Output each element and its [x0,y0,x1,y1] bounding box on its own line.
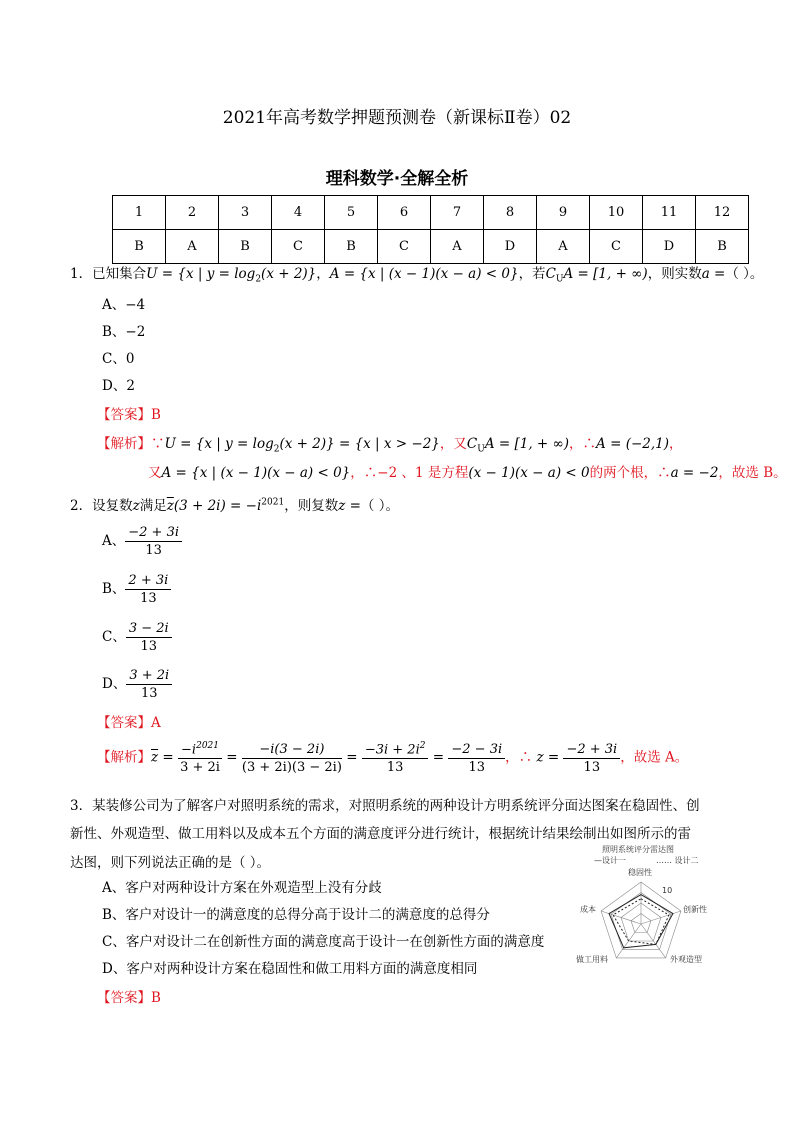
q2-blank: （ ）。 [360,498,399,514]
answer-table-number-cell: 8 [484,196,537,230]
q1-text: 已知集合 [92,266,147,282]
num-sup: 2021 [196,741,219,751]
q2-option-d [102,668,172,701]
fraction-5 [563,742,620,775]
fraction-denominator: 13 [468,759,486,775]
q2-z: z [132,498,140,514]
option-label: B、 [102,581,126,597]
answer-table-number-cell: 2 [166,196,219,230]
q3-line3: 达图，则下列说法正确的是（ ）。 [70,855,271,871]
because-symbol: ∵ [151,436,165,452]
answer-value: B [151,990,161,1006]
q1-blank: （ ）。 [725,266,764,282]
q1-a2-text1: −2 、1 是方程 [377,465,469,481]
q1-a2-comma: ， [350,465,364,481]
answer-table-number-cell: 5 [325,196,378,230]
answer-table-number-cell: 4 [272,196,325,230]
fraction-denominator: 13 [145,543,162,558]
radar-legend-2: …… 设计二 [656,856,699,865]
fraction-denominator: 3 + 2i [180,760,220,776]
q3-line2: 新性、外观造型、做工用料以及成本五个方面的满意度评分进行统计，根据统计结果绘制出如图所示的雷 [70,826,691,842]
radar-axis-label-appearance: 外观造型 [670,955,702,964]
q2-math: (3 + 2i) = −i [173,498,262,514]
q1-option-d: D、2 [102,378,135,394]
answer-table-number-cell: 7 [431,196,484,230]
fraction-denominator: 13 [386,760,404,776]
q1-complement: C [545,266,556,282]
q1-analysis-line2 [148,461,787,481]
therefore-symbol: ∴ [657,465,671,481]
analysis-label: 【解析】 [97,749,151,766]
q1-a1-result: A = (−2,1) [596,436,670,452]
fraction-numerator: 3 − 2i [126,621,172,638]
q1-a1-cu: U [477,444,485,455]
num-sup: 2 [419,741,426,751]
answer-table-number-cell: 3 [219,196,272,230]
q2-analysis-end: ，故选 A。 [620,749,689,766]
radar-legend-1: —设计一 [594,856,626,865]
fraction-numerator: −2 + 3i [125,525,182,542]
q1-sub: 2 [255,274,262,285]
q1-a2-text2: 的两个根， [589,465,658,481]
q1-sub-u: U [555,274,564,285]
fraction-numerator: −2 − 3i [448,742,505,759]
answer-table [112,195,749,264]
option-label: C、 [102,629,126,645]
q3-line1: 3．某装修公司为了解客户对照明系统的需求，对照明系统的两种设计方明系统评分面达图案在稳固性、创 [70,798,700,814]
answer-table-answer-cell: B [696,230,749,264]
answer-value: A [151,715,161,731]
q1-complement-tail: A = [1, + ∞) [563,266,648,282]
question-number: 2． [70,498,93,514]
answer-table-answer-cell: B [113,230,166,264]
option-fraction [126,668,172,701]
q1-a1-end: ， [669,436,683,452]
q1-a1-c: C [466,436,478,452]
answer-table-number-row [113,196,749,230]
radar-axis-label-stability: 稳固性 [628,868,652,877]
comma: ， [505,749,519,766]
q1-set-u: U = {x | y = log [146,266,256,282]
answer-table-answer-cell: B [219,230,272,264]
q1-a2-math3: a = −2 [670,465,719,481]
therefore-symbol: ∴ [518,749,533,766]
q1-a2-math: A = {x | (x − 1)(x − a) < 0} [161,465,351,481]
q1-a2-end: ，故选 B。 [718,465,787,481]
q1-analysis-line1 [97,432,683,455]
answer-table-answer-cell: A [537,230,590,264]
fraction-denominator: 13 [140,591,157,606]
fraction-denominator: 13 [140,686,158,701]
radar-axis-label-materials: 做工用料 [576,955,608,964]
q2-option-b [102,573,171,606]
answer-label: 【答案】 [97,990,151,1006]
q1-a-eq: a = [701,266,726,282]
q1-text3: ，则实数 [647,266,702,282]
answer-label: 【答案】 [97,715,151,731]
answer-table-answer-cell: C [378,230,431,264]
q1-text2: ，若 [518,266,546,282]
fraction-3 [362,741,429,775]
question-number: 1． [70,266,93,282]
q1-option-c: C、0 [102,351,135,367]
q2-z-eq: z = [338,498,361,514]
answer-table-number-cell: 6 [378,196,431,230]
q3-option-c: C、客户对设计二在创新性方面的满意度高于设计一在创新性方面的满意度 [102,934,545,950]
fraction-numerator: 2 + 3i [125,573,171,590]
question-1 [70,262,763,285]
q1-a1-comma: ， [569,436,583,452]
equals: = [226,749,238,766]
q2-zbar: $\overline{z}$ [151,749,159,766]
q1-set-u-tail: (x + 2)} [261,266,317,282]
equals: = [432,749,445,766]
answer-table-answer-cell: C [590,230,643,264]
q1-a2-math2: (x − 1)(x − a) < 0 [468,465,590,481]
page-subtitle: 理科数学·全解全析 [325,169,469,189]
q2-option-a [102,525,182,558]
answer-table-answer-cell: C [272,230,325,264]
q1-option-b: B、−2 [102,324,146,340]
radar-title: 照明系统评分雷达图 [602,845,674,854]
therefore-symbol: ∴ [363,465,378,481]
option-fraction [125,573,171,606]
option-label: A、 [102,533,126,549]
q2-zbar: $\overline{z}$ [166,498,174,514]
radar-svg [566,838,716,968]
fraction-2 [242,742,342,775]
answer-table-number-cell: 1 [113,196,166,230]
q2-text: 设复数 [92,498,133,514]
equals: = [162,749,174,766]
q2-analysis [97,741,688,775]
fraction-4 [448,742,505,775]
option-label: D、 [102,676,127,692]
q2-text3: ，则复数 [284,498,339,514]
q1-comma: ， [316,266,330,282]
answer-table-number-cell: 10 [590,196,643,230]
fraction-denominator: 13 [583,759,601,775]
answer-table-answer-cell: A [166,230,219,264]
z-eq: z = [536,749,560,766]
answer-table-number-cell: 9 [537,196,590,230]
answer-table-answer-cell: D [643,230,696,264]
q1-option-a: A、−4 [102,297,146,313]
page-title: 2021年高考数学押题预测卷（新课标Ⅱ卷）02 [222,108,572,128]
q1-a1-math2: (x + 2)} = {x | x > −2} [279,436,440,452]
radar-tick-label: 10 [662,886,673,895]
q1-a1-math: U = {x | y = log [164,436,274,452]
q2-answer [97,711,161,731]
q3-option-d: D、客户对两种设计方案在稳固性和做工用料方面的满意度相同 [102,961,478,977]
q1-answer [97,403,161,423]
q3-answer [97,986,161,1006]
fraction-numerator [362,741,429,759]
option-fraction [125,525,182,558]
q1-set-a: A = {x | (x − 1)(x − a) < 0} [329,266,519,282]
therefore-symbol: ∴ [582,436,597,452]
q3-option-b: B、客户对设计一的满意度的总得分高于设计二的满意度的总得分 [102,907,490,923]
q2-option-c [102,621,172,654]
fraction-1 [178,741,222,775]
analysis-label: 【解析】 [97,436,151,452]
radar-chart [566,838,716,968]
answer-table-number-cell: 12 [696,196,749,230]
answer-label: 【答案】 [97,407,151,423]
fraction-numerator: −2 + 3i [563,742,620,759]
option-fraction [126,621,172,654]
answer-table-answer-cell: B [325,230,378,264]
fraction-numerator [178,741,222,759]
answer-value: B [151,407,161,423]
radar-axis-label-innovation: 创新性 [683,905,707,914]
answer-table-answer-cell: D [484,230,537,264]
q2-sup: 2021 [261,497,285,508]
answer-table-answer-cell: A [431,230,484,264]
answer-table-number-cell: 11 [643,196,696,230]
fraction-numerator: 3 + 2i [126,668,172,685]
question-2 [70,494,399,514]
equals: = [346,749,358,766]
fraction-denominator: 13 [140,639,158,654]
q2-text2: 满足 [139,498,167,514]
answer-table-answer-row [113,230,749,264]
q1-a2-text: 又 [148,465,162,481]
fraction-denominator: (3 + 2i)(3 − 2i) [241,759,342,775]
q1-a1-text: ，又 [439,436,467,452]
q1-a1-sub: 2 [273,444,280,455]
q3-option-a: A、客户对两种设计方案在外观造型上没有分歧 [102,880,382,896]
fraction-numerator: −i(3 − 2i) [242,742,342,759]
radar-axis-label-cost: 成本 [580,905,596,914]
num-text: −i [181,742,197,758]
num-text: −3i + 2i [364,742,420,758]
q1-a1-c2: A = [1, + ∞) [484,436,570,452]
